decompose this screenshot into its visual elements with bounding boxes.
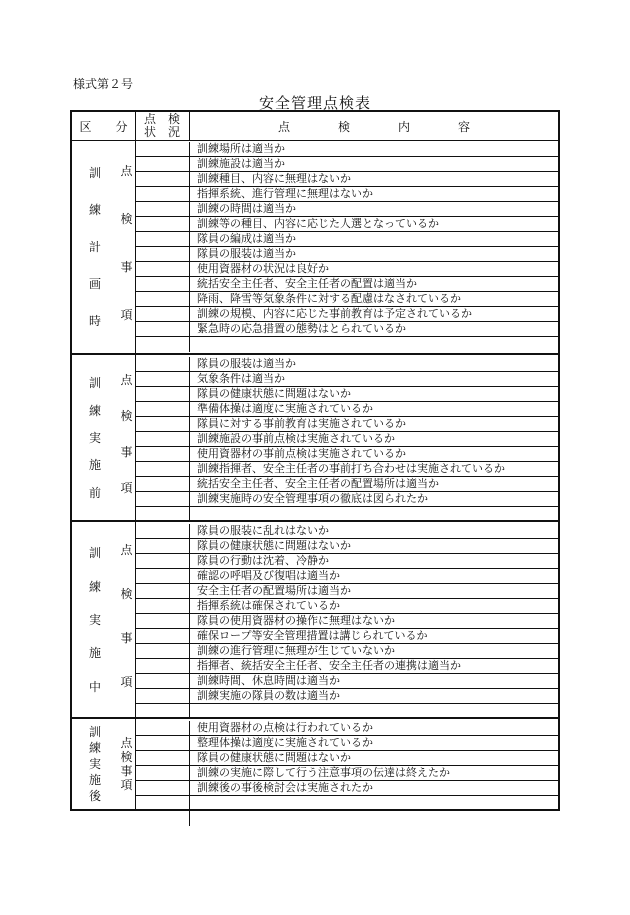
item-text: 統括安全主任者、安全主任者の配置場所は適当か [197,477,439,490]
category-char: 訓 [88,166,101,180]
item-text: 訓練の時間は適当か [197,202,296,215]
table-row [135,721,558,736]
category-char: 施 [88,458,101,473]
item-text: 隊員の健康状態に問題はないか [197,539,351,552]
status-cell[interactable] [135,796,190,810]
item-text: 隊員の健康状態に問題はないか [197,751,351,764]
table-row [135,432,558,447]
item-text: 隊員に対する事前教育は実施されているか [197,417,406,430]
item-text: 隊員の服装は適当か [197,247,296,260]
table-row [135,372,558,387]
category-char: 練 [88,579,101,594]
subcategory-char: 点 [120,543,133,558]
item-text: 訓練場所は適当か [197,142,285,155]
status-cell[interactable] [135,736,190,750]
item-text: 隊員の服装に乱れはないか [197,524,329,537]
category-char: 前 [88,485,101,500]
section-2 [72,355,558,522]
section-3 [72,522,558,719]
table-row [135,507,558,522]
status-cell[interactable] [135,569,190,583]
section-subcategory [118,140,135,353]
table-row [135,689,558,704]
subcategory-char: 項 [120,778,133,792]
subcategory-char: 点 [120,736,133,750]
status-cell[interactable] [135,232,190,246]
table-row [135,232,558,247]
table-row [135,402,558,417]
header-status-top: 点 検 [143,112,180,126]
table-row [135,462,558,477]
item-text: 確保ロープ等安全管理措置は講じられているか [197,629,428,642]
category-char: 中 [88,679,101,694]
table-row [135,644,558,659]
section-subcategory [118,355,135,520]
page-title: 安全管理点検表 [258,94,371,112]
status-cell[interactable] [135,292,190,306]
subcategory-char: 検 [120,750,133,764]
table-row [135,417,558,432]
item-text: 訓練実施時の安全管理事項の徹底は図られたか [197,492,428,505]
form-number: 様式第２号 [73,77,134,91]
item-text: 指揮系統、進行管理に無理はないか [197,187,373,200]
category-char: 訓 [88,376,101,391]
header-category: 区 分 [79,119,128,134]
table-row [135,187,558,202]
item-text: 緊急時の応急措置の態勢はとられているか [197,322,406,335]
table-row [135,277,558,292]
table-row [135,674,558,689]
status-cell[interactable] [135,417,190,431]
section-subcategory [118,522,135,717]
subcategory-char: 検 [120,587,133,602]
status-cell[interactable] [135,337,190,352]
status-cell[interactable] [135,811,190,826]
item-text: 隊員の健康状態に問題はないか [197,387,351,400]
item-text: 指揮系統は確保されているか [197,599,340,612]
status-cell[interactable] [135,674,190,688]
table-row [135,357,558,372]
table-row [135,492,558,507]
section-category [72,719,118,809]
category-char: 実 [88,612,101,627]
item-text: 訓練時間、休息時間は適当か [197,674,340,687]
subcategory-char: 事 [120,260,133,275]
header-status [135,112,189,140]
item-text: 整理体操は適度に実施されているか [197,736,373,749]
status-cell[interactable] [135,781,190,795]
section-1 [72,140,558,355]
table-row [135,751,558,766]
status-cell[interactable] [135,157,190,171]
table-row [135,629,558,644]
section-category [72,140,118,353]
status-cell[interactable] [135,539,190,553]
item-text: 指揮者、統括安全主任者、安全主任者の連携は適当か [197,659,461,672]
status-cell[interactable] [135,277,190,291]
table-row [135,524,558,539]
section-subcategory [118,719,135,809]
item-text: 訓練等の種目、内容に応じた人選となっているか [197,217,439,230]
category-char: 練 [88,203,101,217]
item-text: 準備体操は適度に実施されているか [197,402,373,415]
item-text: 使用資器材の状況は良好か [197,262,329,275]
table-row [135,247,558,262]
item-text: 訓練施設は適当か [197,157,285,170]
item-text: 訓練の実施に際して行う注意事項の伝達は終えたか [197,766,450,779]
status-cell[interactable] [135,247,190,261]
table-row [135,322,558,337]
subcategory-char: 検 [120,408,133,423]
status-cell[interactable] [135,217,190,231]
category-char: 練 [88,403,101,418]
item-text: 隊員の行動は沈着、冷静か [197,554,329,567]
status-cell[interactable] [135,187,190,201]
category-char: 施 [88,773,101,787]
table-row [135,796,558,811]
status-cell[interactable] [135,357,190,371]
table-row [135,781,558,796]
status-cell[interactable] [135,524,190,538]
status-cell[interactable] [135,402,190,416]
status-cell[interactable] [135,262,190,276]
table-row [135,307,558,322]
table-row [135,599,558,614]
status-cell[interactable] [135,202,190,216]
item-text: 訓練の規模、内容に応じた事前教育は予定されているか [197,307,472,320]
header-contents: 点 検 内 容 [277,119,470,134]
category-char: 実 [88,430,101,445]
table-row [135,157,558,172]
section-category [72,522,118,717]
item-text: 確認の呼唱及び復唱は適当か [197,569,340,582]
status-cell[interactable] [135,462,190,476]
table-row [135,569,558,584]
status-cell[interactable] [135,629,190,643]
status-cell[interactable] [135,614,190,628]
header-status-bottom: 状 況 [143,125,180,139]
subcategory-char: 点 [120,372,133,387]
category-char: 後 [88,789,101,803]
item-text: 訓練実施の隊員の数は適当か [197,689,340,702]
subcategory-char: 項 [120,674,133,689]
table-row [135,539,558,554]
table-row [135,811,558,826]
item-text: 使用資器材の点検は行われているか [197,721,373,734]
item-text: 使用資器材の事前点検は実施されているか [197,447,406,460]
item-text: 訓練施設の事前点検は実施されているか [197,432,395,445]
table-row [135,614,558,629]
section-category [72,355,118,520]
table-row [135,142,558,157]
subcategory-char: 点 [120,163,133,178]
status-cell[interactable] [135,751,190,765]
table-row [135,202,558,217]
table-row [135,262,558,277]
status-cell[interactable] [135,766,190,780]
status-cell[interactable] [135,659,190,673]
item-text: 隊員の編成は適当か [197,232,296,245]
table-row [135,584,558,599]
table-row [135,554,558,569]
subcategory-char: 検 [120,211,133,226]
item-text: 統括安全主任者、安全主任者の配置は適当か [197,277,417,290]
table-row [135,477,558,492]
status-cell[interactable] [135,599,190,613]
status-cell[interactable] [135,704,190,719]
category-char: 実 [88,757,101,771]
status-cell[interactable] [135,142,190,156]
item-text: 安全主任者の配置場所は適当か [197,584,351,597]
item-text: 訓練の進行管理に無理が生じていないか [197,644,395,657]
status-cell[interactable] [135,477,190,491]
table-row [135,217,558,232]
item-text: 訓練種目、内容に無理はないか [197,172,351,185]
table-header [72,112,558,141]
item-text: 隊員の服装は適当か [197,357,296,370]
subcategory-char: 項 [120,308,133,323]
inspection-table [70,110,560,811]
category-char: 画 [88,277,101,291]
table-row [135,337,558,352]
category-char: 時 [88,314,101,328]
item-text: 訓練指揮者、安全主任者の事前打ち合わせは実施されているか [197,462,505,475]
category-char: 計 [88,240,101,254]
status-cell[interactable] [135,387,190,401]
status-cell[interactable] [135,432,190,446]
status-cell[interactable] [135,307,190,321]
table-row [135,659,558,674]
subcategory-char: 項 [120,481,133,496]
item-text: 気象条件は適当か [197,372,285,385]
category-char: 施 [88,646,101,661]
status-cell[interactable] [135,492,190,506]
section-4 [72,719,558,809]
status-cell[interactable] [135,172,190,186]
item-text: 降雨、降雪等気象条件に対する配慮はなされているか [197,292,461,305]
table-row [135,292,558,307]
table-row [135,172,558,187]
table-row [135,736,558,751]
status-cell[interactable] [135,322,190,336]
subcategory-char: 事 [120,630,133,645]
status-cell[interactable] [135,721,190,735]
table-row [135,766,558,781]
table-row [135,447,558,462]
status-cell[interactable] [135,372,190,386]
status-cell[interactable] [135,644,190,658]
subcategory-char: 事 [120,445,133,460]
category-char: 訓 [88,546,101,561]
item-text: 訓練後の事後検討会は実施されたか [197,781,373,794]
status-cell[interactable] [135,507,190,522]
table-row [135,704,558,719]
status-cell[interactable] [135,584,190,598]
status-cell[interactable] [135,554,190,568]
status-cell[interactable] [135,447,190,461]
table-row [135,387,558,402]
item-text: 隊員の使用資器材の操作に無理はないか [197,614,395,627]
status-cell[interactable] [135,689,190,703]
subcategory-char: 事 [120,764,133,778]
category-char: 訓 [88,725,101,739]
category-char: 練 [88,741,101,755]
